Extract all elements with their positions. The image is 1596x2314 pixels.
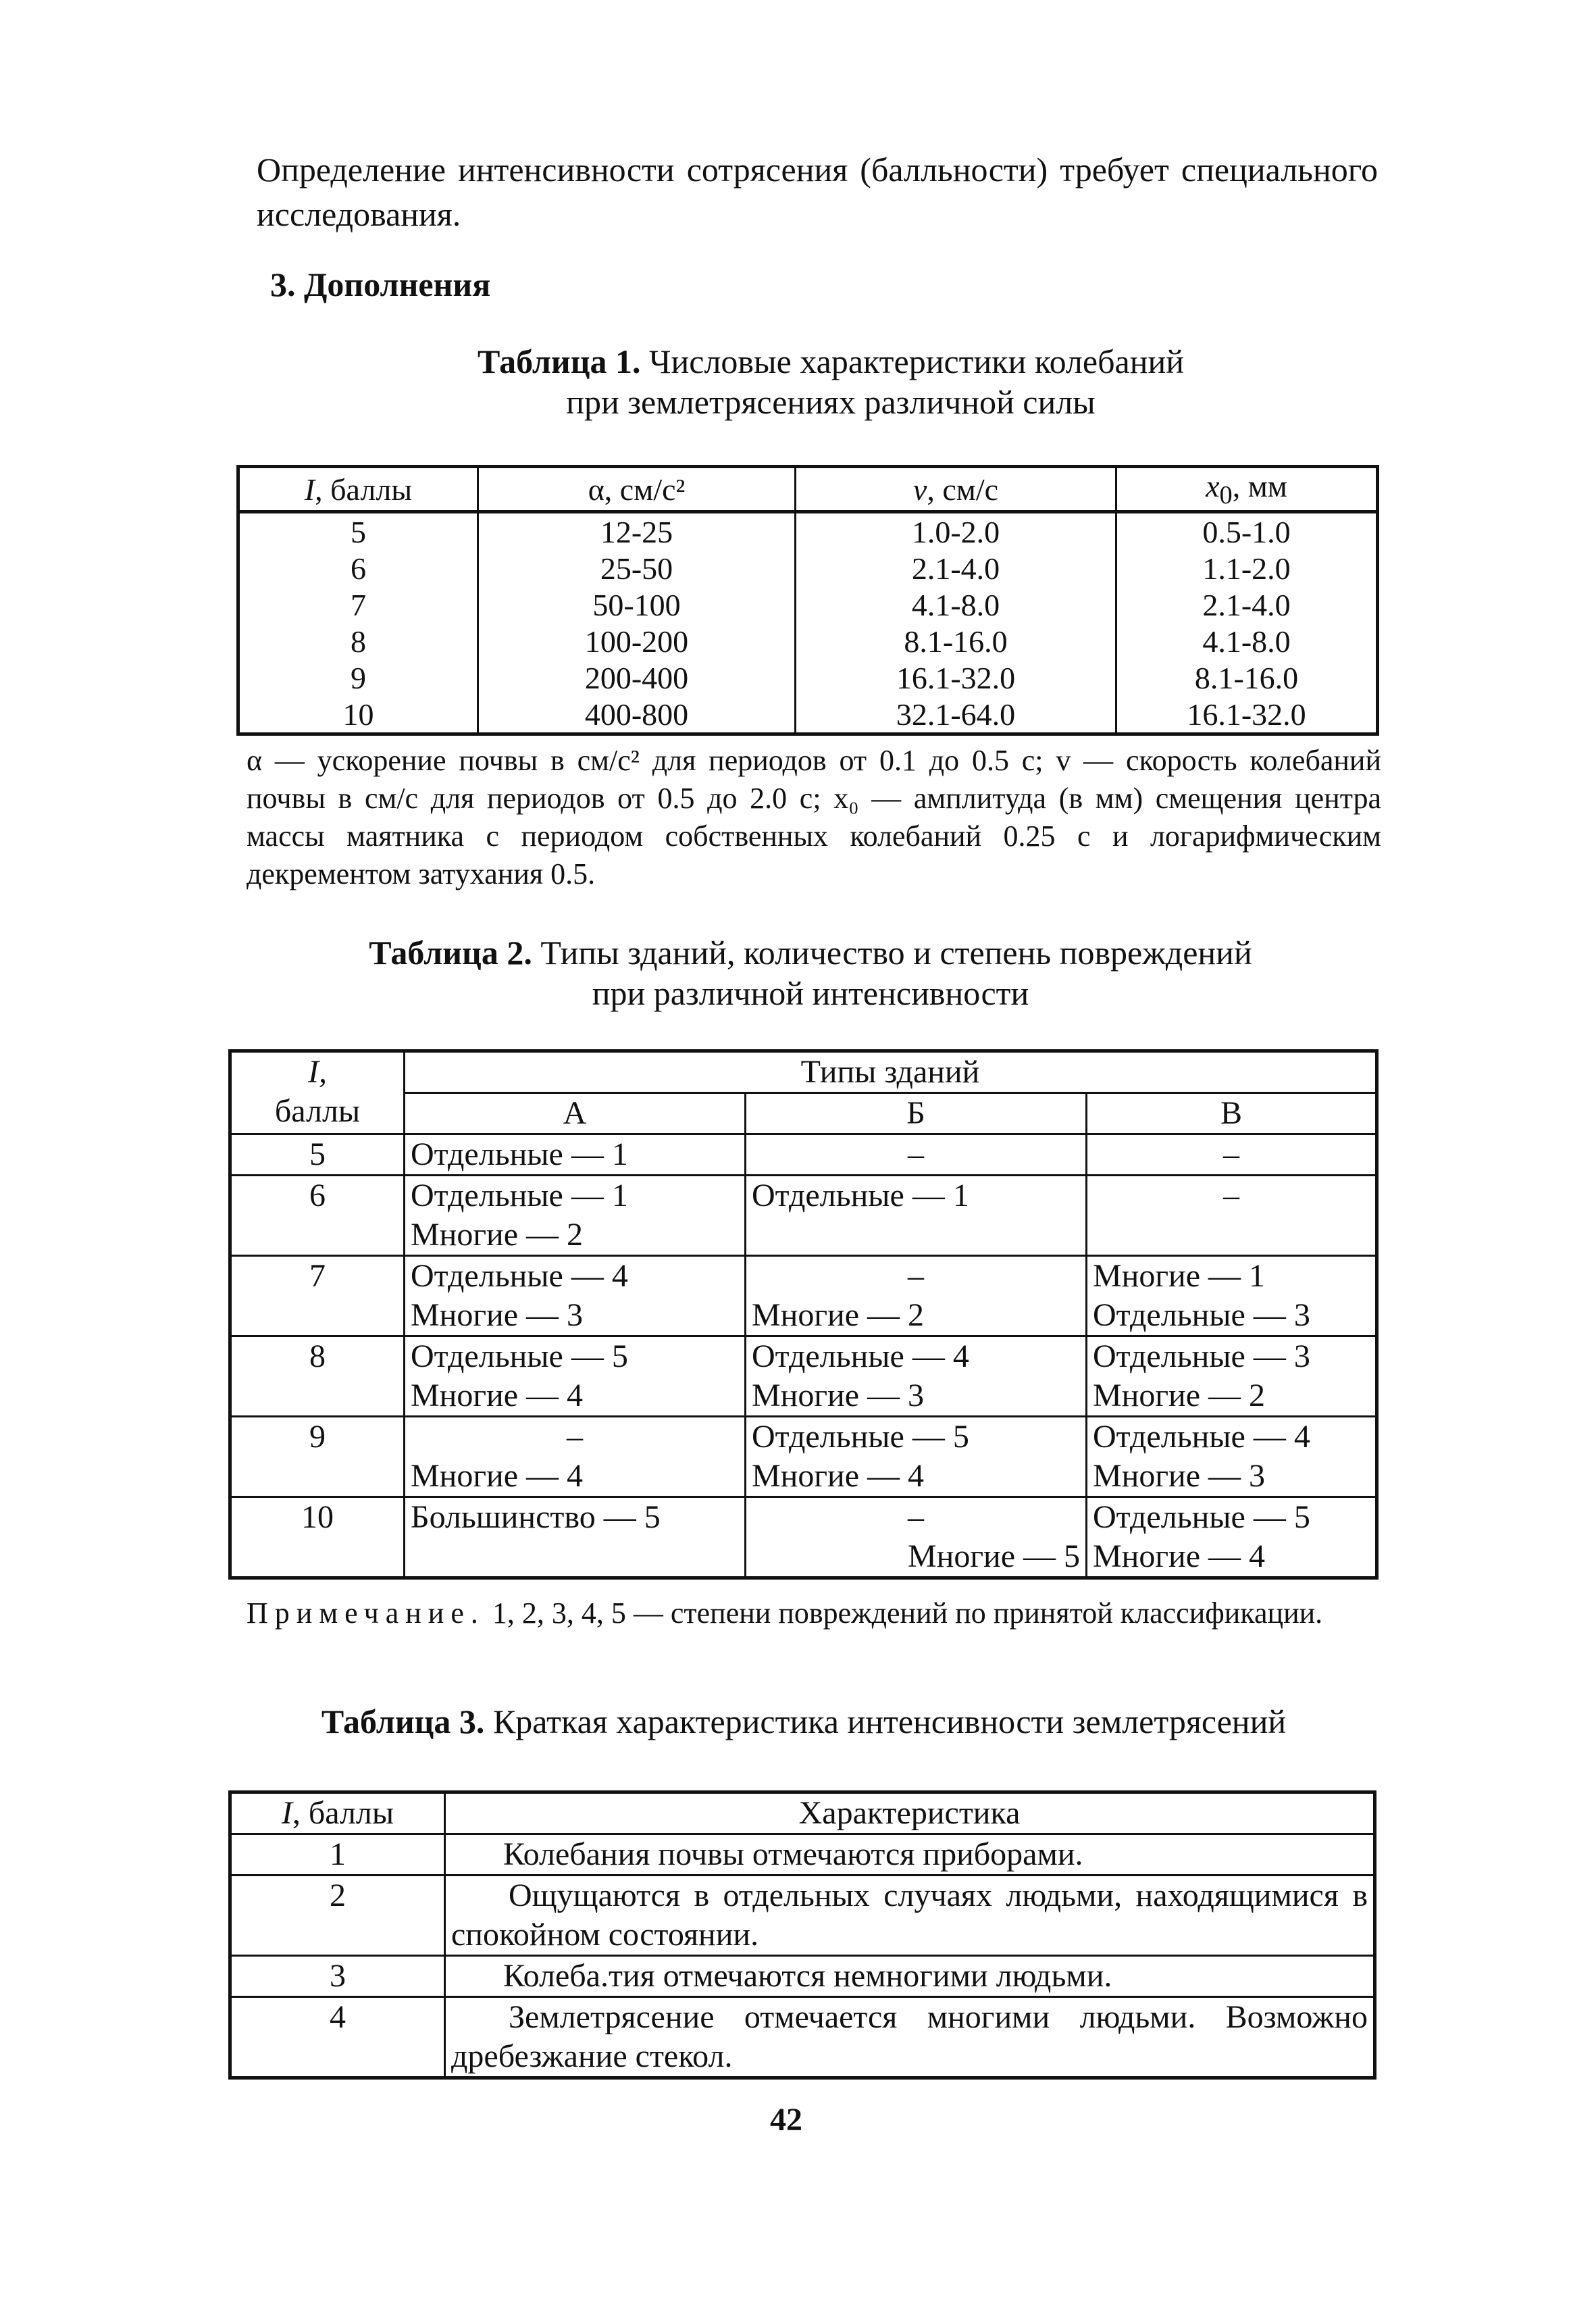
table-cell: Большинство — 5 [405,1497,746,1578]
table-cell: 4.1-8.0 [796,586,1116,623]
table-cell: 200-400 [478,659,796,696]
table-row [230,1336,1377,1417]
table-row [230,1956,1375,1997]
table2 [228,1049,1379,1580]
table-cell: 16.1-32.0 [796,659,1116,696]
table3-caption-label: Таблица 3. [321,1703,485,1740]
table3-header-char: Характеристика [445,1792,1375,1834]
table1-note: α — ускорение почвы в см/с² для периодов от 0.1 до 0.5 с; v — скорость колебаний почвы в см/с для периодов от 0.5 до 2.0 с; x₀ — амплитуда (в мм) смещения центра массы маятника с периодом собственных колебаний 0.25 с и логарифмическим декрементом затухания 0.5. [247,744,1381,890]
table-cell: 4 [230,1997,445,2078]
table-row [238,623,1378,659]
table-cell: 50-100 [478,586,796,623]
table2-col-v: В [1087,1093,1377,1134]
table-cell: 25-50 [478,550,796,586]
table-cell: 0.5-1.0 [1116,512,1378,551]
table1-caption [378,341,1283,422]
table-cell: 1.0-2.0 [796,512,1116,551]
table1-header-v: v, см/с [796,467,1116,512]
table-cell: – [746,1134,1087,1176]
table-cell: 5 [238,512,478,551]
table1-caption-line1: Числовые характеристики колебаний [649,343,1184,380]
table-cell: – [1087,1134,1377,1176]
table1-header-x0: $x_0$, мм [1116,467,1378,512]
table2-note-text: 1, 2, 3, 4, 5 — степени повреждений по принятой классификации. [492,1596,1323,1630]
table-cell: Отдельные — 3 Многие — 2 [1087,1336,1377,1417]
table-cell: Отдельные — 5 Многие — 4 [405,1336,746,1417]
table2-col-a: А [405,1093,746,1134]
table-row [238,512,1378,551]
table-cell: 6 [230,1176,405,1256]
table-cell: 9 [238,659,478,696]
table-cell: Землетрясение отмечается многими людьми. Возможно дребезжание стекол. [445,1997,1375,2078]
table-cell: 4.1-8.0 [1116,623,1378,659]
table2-note-label: Примечание. [247,1596,485,1630]
table-cell: 32.1-64.0 [796,696,1116,734]
table-row [230,1497,1377,1578]
table3 [228,1790,1376,2080]
table-cell: 7 [238,586,478,623]
table-cell: 8 [238,623,478,659]
table-cell: 12-25 [478,512,796,551]
table2-col-b: Б [746,1093,1087,1134]
table1-header-row [238,467,1378,512]
table-cell: Колебания почвы отмечаются приборами. [445,1834,1375,1876]
table-cell: 10 [238,696,478,734]
table-cell: 5 [230,1134,405,1176]
table-cell: – [1087,1176,1377,1256]
table1-caption-line2: при землетрясениях различной силы [566,383,1096,421]
table2-header-row [230,1051,1377,1093]
table3-caption-text: Краткая характеристика интенсивности землетрясений [492,1703,1287,1740]
table-cell: Многие — 1 Отдельные — 3 [1087,1256,1377,1336]
table-row [230,1417,1377,1497]
table-cell: Колеба.тия отмечаются немногими людьми. [445,1956,1375,1997]
table-cell: 7 [230,1256,405,1336]
table-cell: Отдельные — 1 [746,1176,1087,1256]
table-cell: Отдельные — 1 [405,1134,746,1176]
table2-header-types: Типы зданий [405,1051,1377,1093]
table-cell: Отдельные — 4 Многие — 3 [746,1336,1087,1417]
table-row [238,550,1378,586]
table-cell: Отдельные — 5 Многие — 4 [746,1417,1087,1497]
table-cell: 8 [230,1336,405,1417]
table-row [230,1176,1377,1256]
table-cell: 8.1-16.0 [796,623,1116,659]
page-number: 42 [770,2102,802,2138]
table-cell: 6 [238,550,478,586]
table3-header-i: I, баллы [230,1792,445,1834]
table-cell: 10 [230,1497,405,1578]
table1 [236,465,1379,736]
table-cell: 2.1-4.0 [796,550,1116,586]
table-row [230,1256,1377,1336]
table-row [230,1834,1375,1876]
table-cell: 3 [230,1956,445,1997]
table-row [238,696,1378,734]
table-cell: 100-200 [478,623,796,659]
table-cell: Отдельные — 5 Многие — 4 [1087,1497,1377,1578]
table-cell: Отдельные — 4 Многие — 3 [405,1256,746,1336]
table3-header-row [230,1792,1375,1834]
table-cell: 16.1-32.0 [1116,696,1378,734]
table-cell: Отдельные — 1 Многие — 2 [405,1176,746,1256]
table2-caption [284,932,1337,1013]
table-row [230,1134,1377,1176]
table3-caption [230,1701,1378,1742]
table-cell: – Многие — 2 [746,1256,1087,1336]
table2-caption-line2: при различной интенсивности [592,974,1029,1012]
table-cell: 1.1-2.0 [1116,550,1378,586]
table1-header-alpha: α, см/с² [478,467,796,512]
table2-note [247,1594,1381,1632]
table-cell: 9 [230,1417,405,1497]
table-row [238,586,1378,623]
table2-caption-line1: Типы зданий, количество и степень повреждений [540,934,1252,972]
table-cell: – Многие — 5 [746,1497,1087,1578]
table2-header-i: I, баллы [230,1051,405,1134]
table1-caption-label: Таблица 1. [478,343,641,380]
table-row [230,1876,1375,1956]
section-heading: 3. Дополнения [270,266,491,303]
table-cell: – Многие — 4 [405,1417,746,1497]
table-cell: 8.1-16.0 [1116,659,1378,696]
table2-caption-label: Таблица 2. [369,934,532,972]
table-cell: 2.1-4.0 [1116,586,1378,623]
table1-header-i: I, баллы [238,467,478,512]
table-cell: Отдельные — 4 Многие — 3 [1087,1417,1377,1497]
table-row [238,659,1378,696]
table-cell: 400-800 [478,696,796,734]
table-row [230,1997,1375,2078]
table-cell: 1 [230,1834,445,1876]
table-cell: Ощущаются в отдельных случаях людьми, находящимися в спокойном состоянии. [445,1876,1375,1956]
intro-paragraph: Определение интенсивности сотрясения (балльности) требует специального исследования. [257,151,1378,233]
table-cell: 2 [230,1876,445,1956]
